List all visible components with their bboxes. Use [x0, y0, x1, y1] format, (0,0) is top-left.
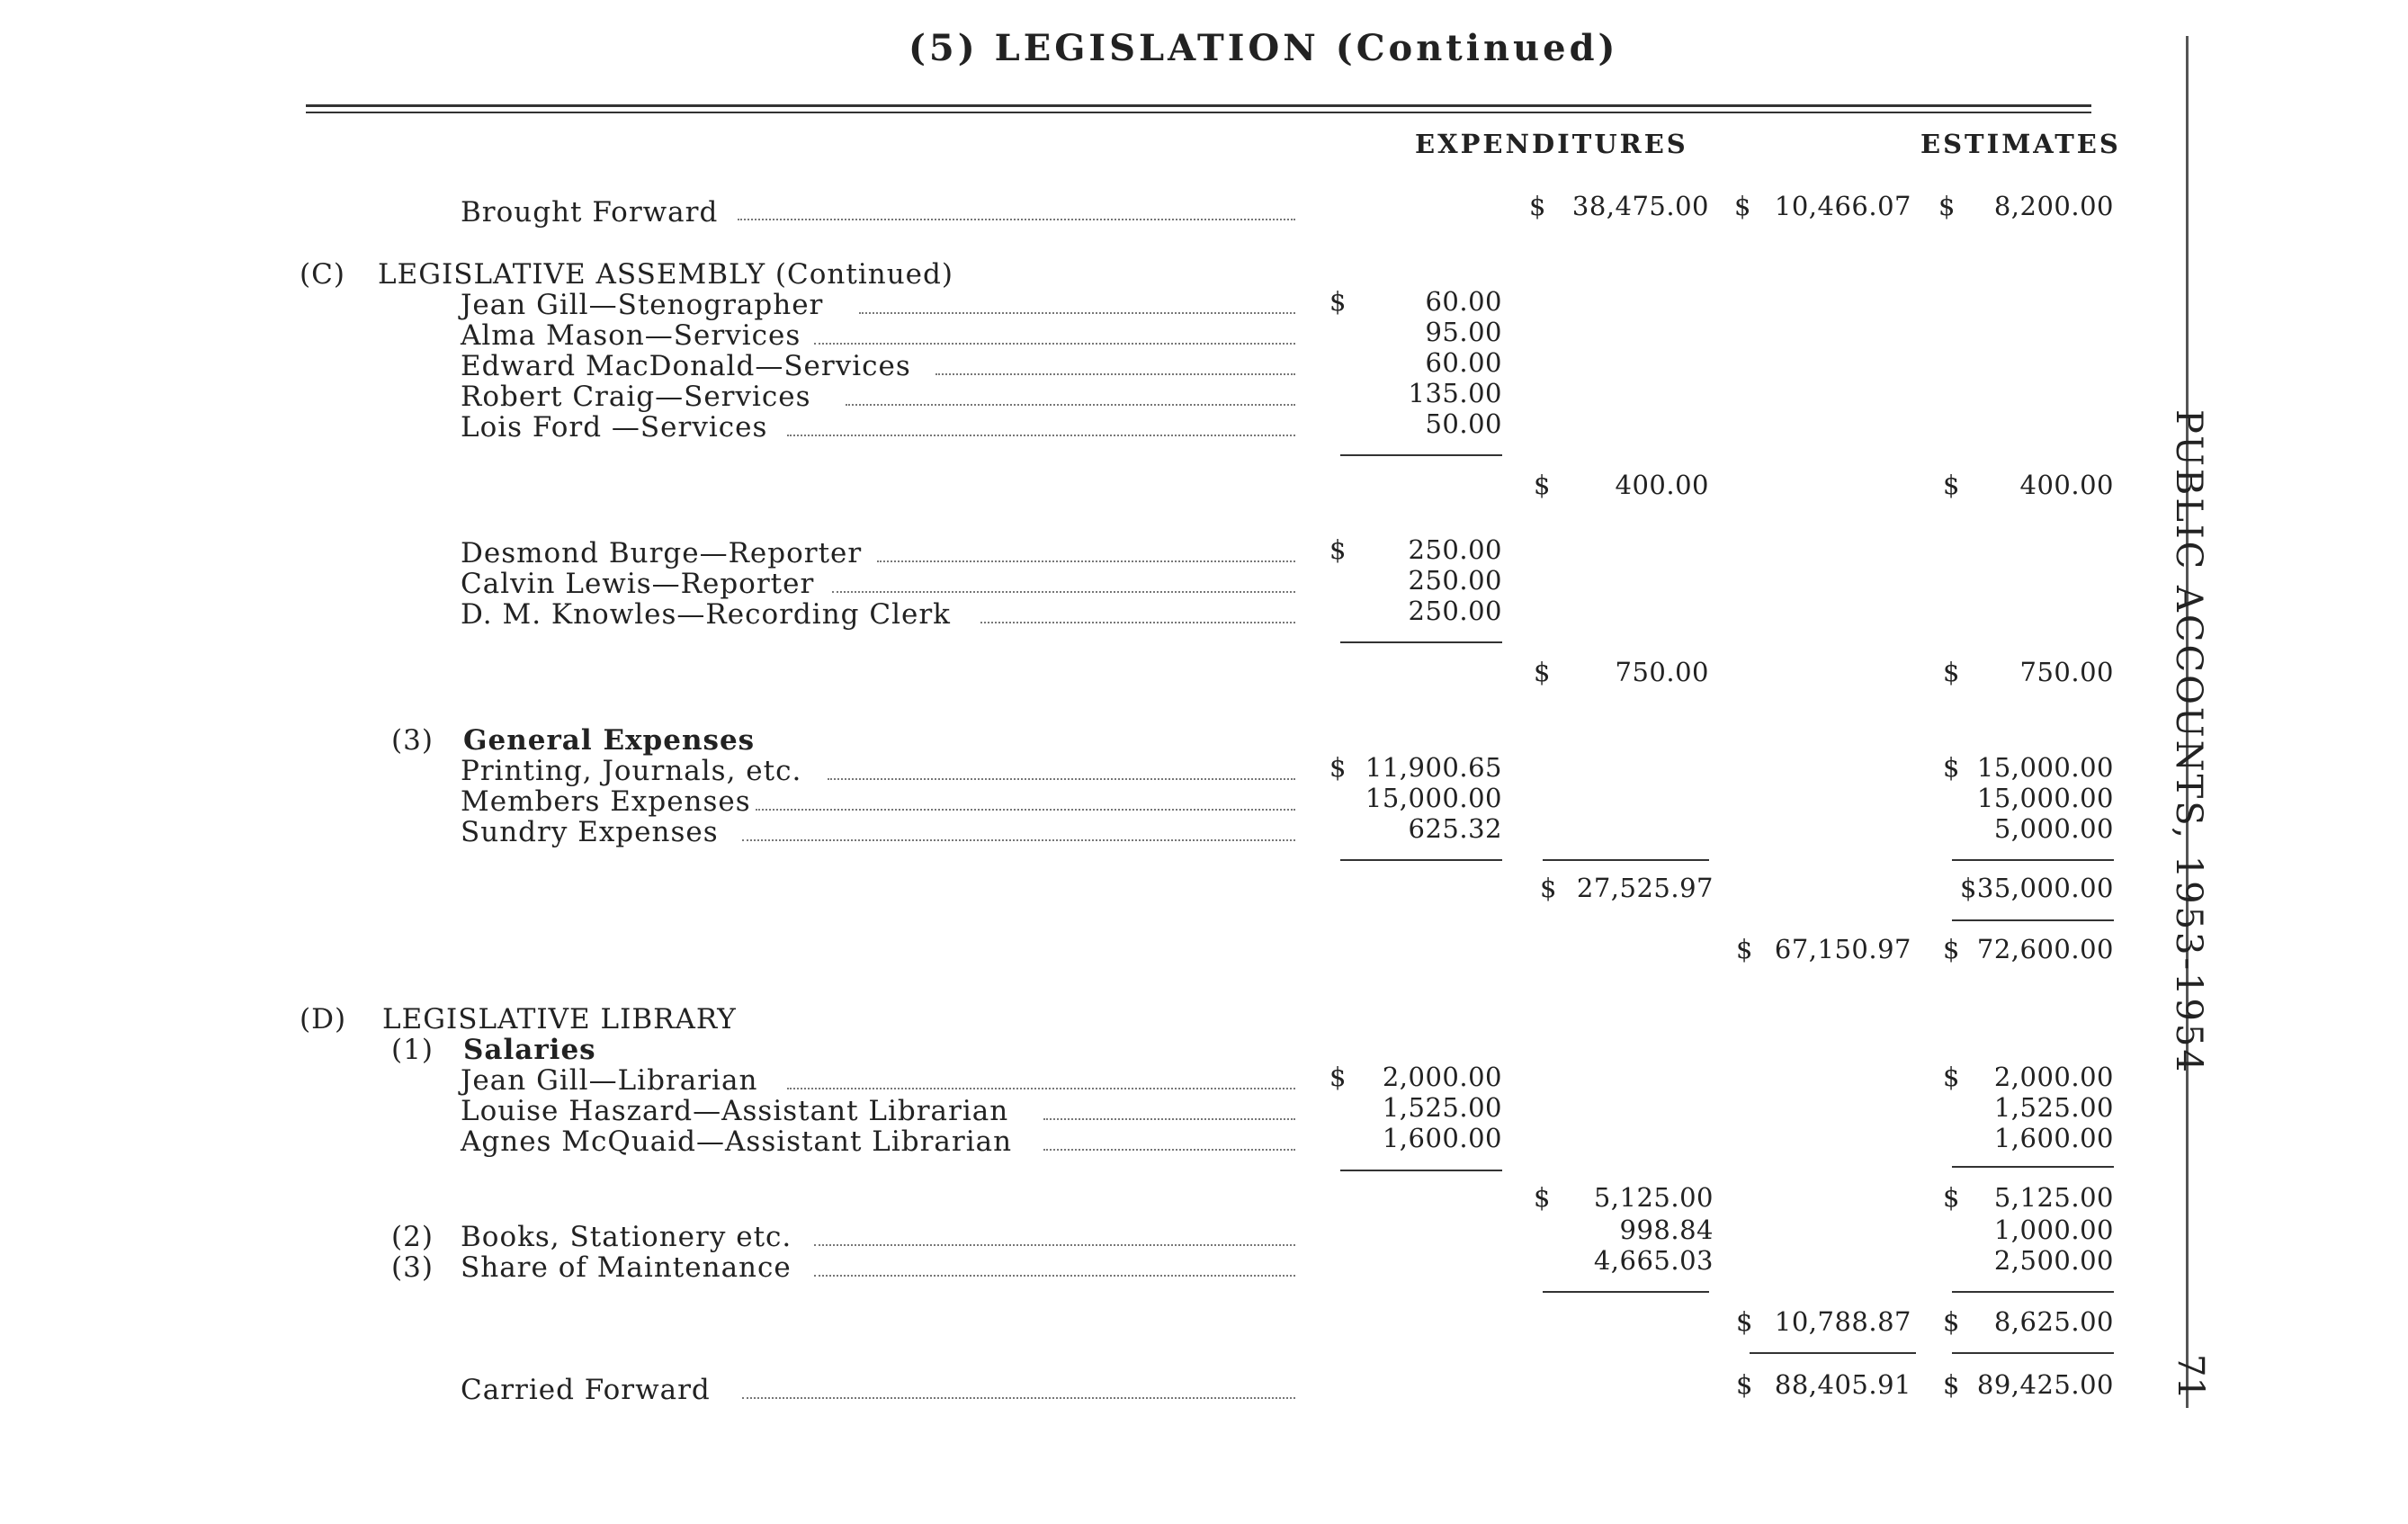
column-heading-estimates: ESTIMATES: [1920, 129, 2121, 159]
carried-forward-col2: 88,405.91: [1774, 1369, 1911, 1400]
title-rule-top: [306, 104, 2091, 107]
brought-forward-estimate: 8,200.00: [1993, 191, 2114, 221]
brought-forward-col1: 38,475.00: [1571, 191, 1709, 221]
section-d-letter: (D): [300, 1003, 347, 1035]
section-d-heading: LEGISLATIVE LIBRARY: [382, 1003, 737, 1035]
salaries-number: (1): [391, 1034, 434, 1066]
title-rule-bottom: [306, 112, 2091, 113]
column-heading-expenditures: EXPENDITURES: [1415, 129, 1688, 159]
section-c-letter: (C): [300, 258, 345, 291]
section-c-heading: LEGISLATIVE ASSEMBLY (Continued): [378, 258, 953, 291]
general-expenses-number: (3): [391, 724, 434, 757]
page-number: 71: [2170, 1354, 2211, 1400]
brought-forward-col2: 10,466.07: [1774, 191, 1911, 221]
salaries-heading: Salaries: [463, 1034, 596, 1066]
brought-forward-label: Brought Forward: [461, 196, 719, 229]
side-heading: PUBLIC ACCOUNTS, 1953-1954: [2168, 409, 2209, 1075]
general-expenses-heading: General Expenses: [463, 724, 756, 757]
carried-forward-label: Carried Forward: [461, 1374, 711, 1406]
carried-forward-estimate: 89,425.00: [1976, 1369, 2114, 1400]
page-title: (5) LEGISLATION (Continued): [909, 27, 1619, 69]
